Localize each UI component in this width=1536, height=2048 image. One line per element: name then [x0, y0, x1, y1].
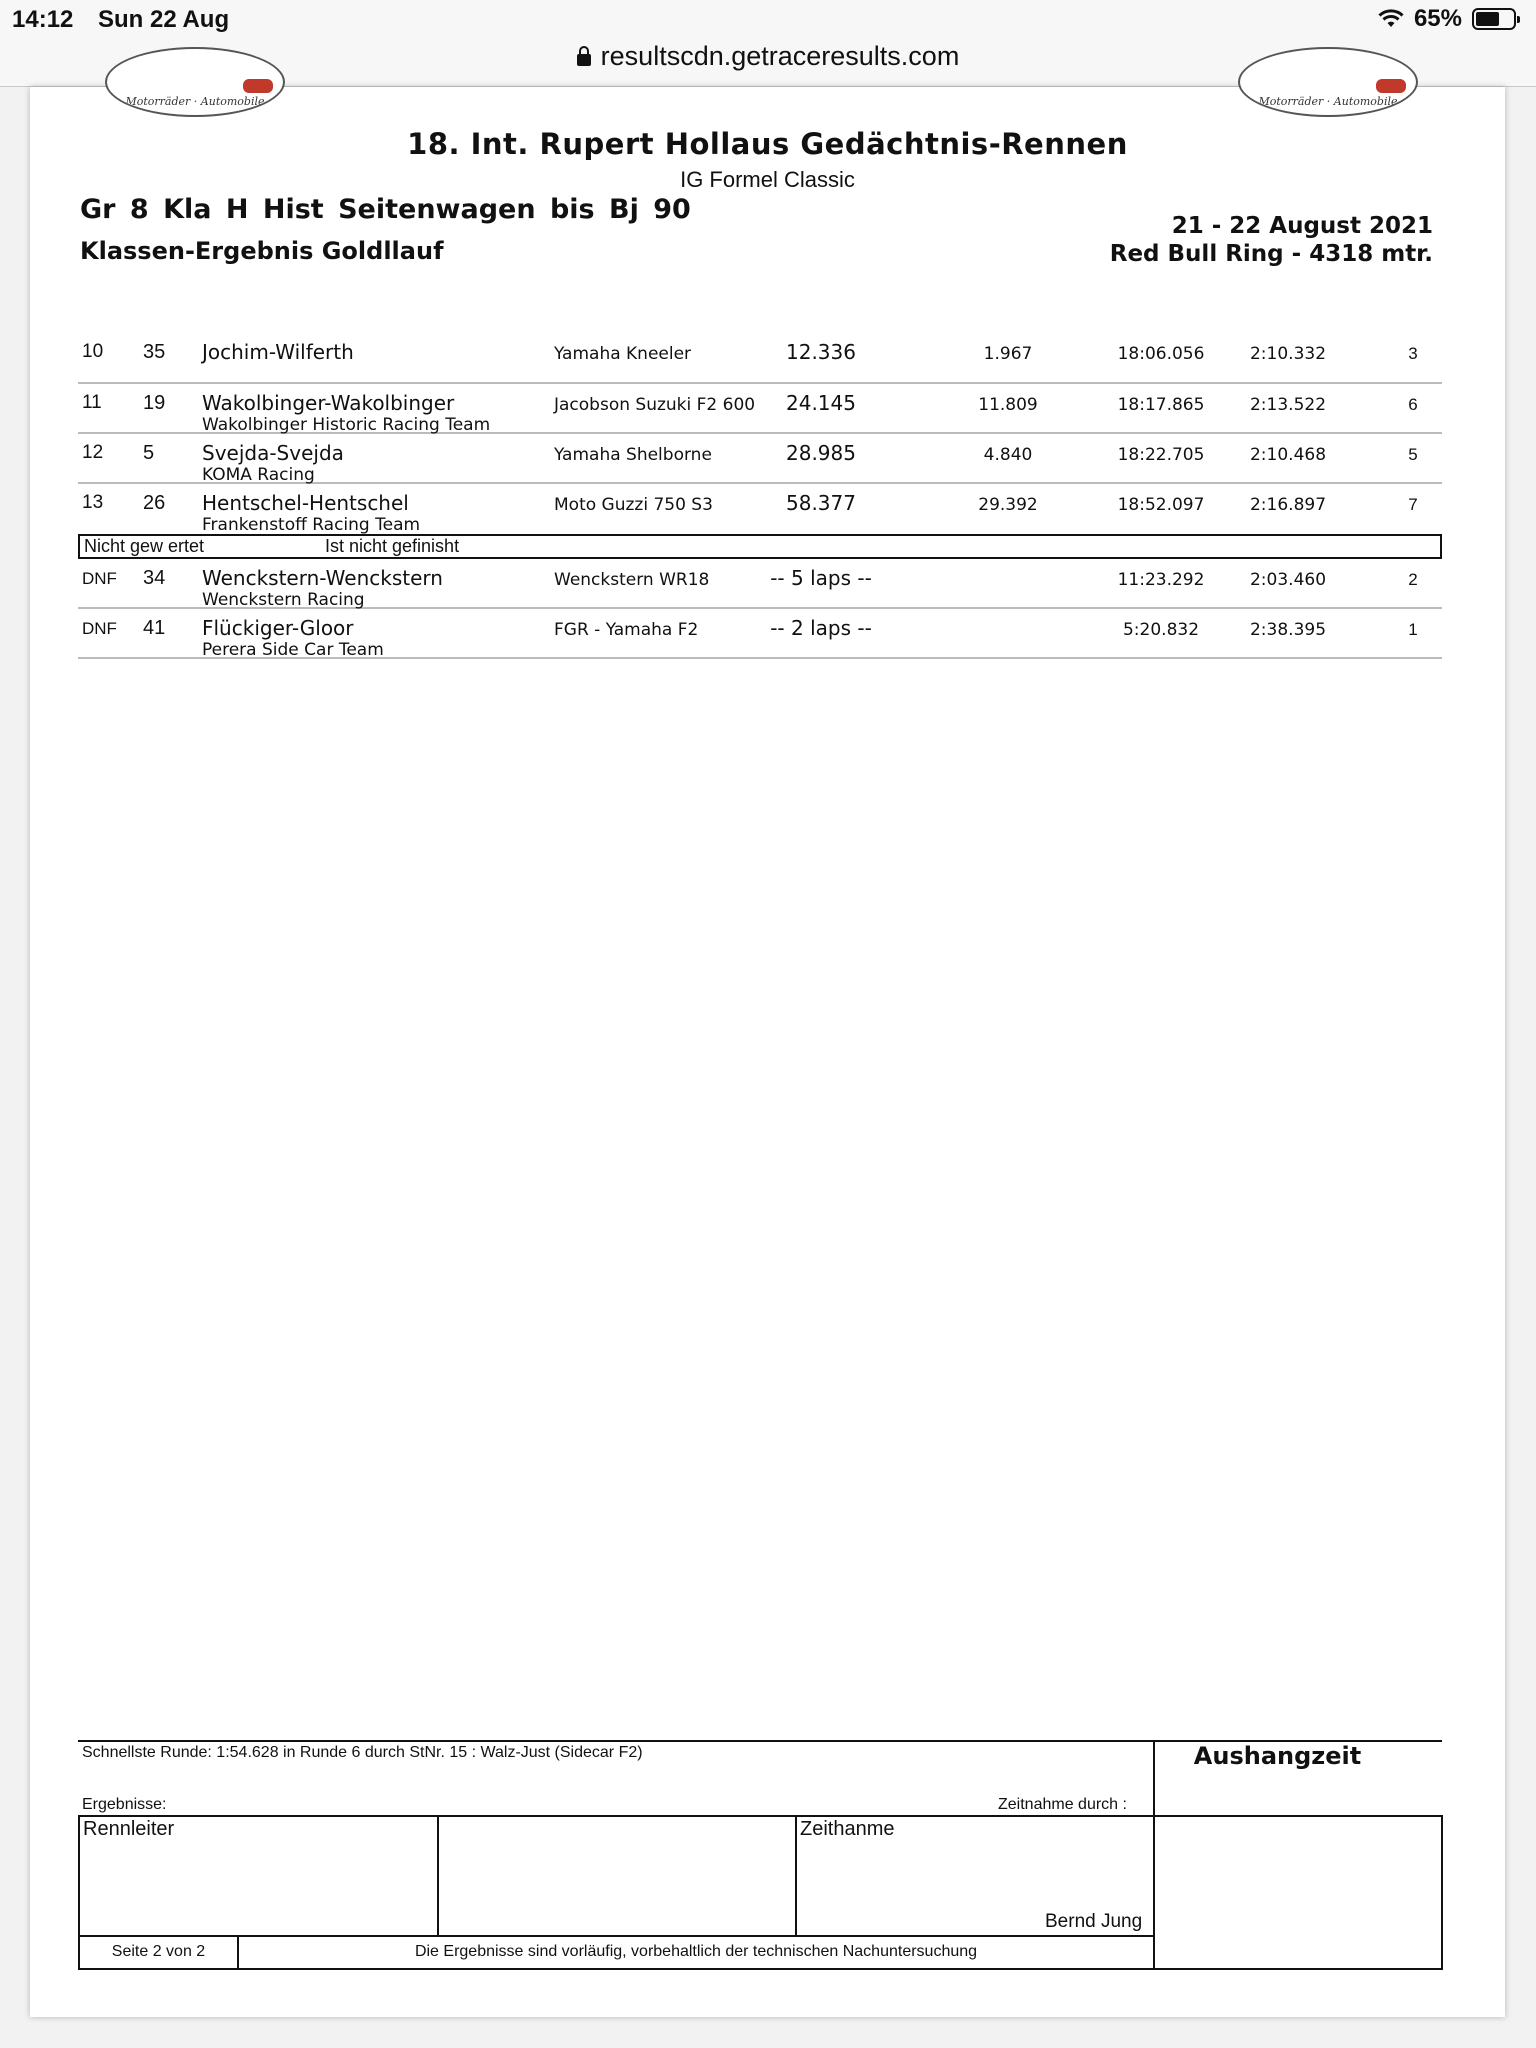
diff: 11.809 — [978, 395, 1038, 415]
best-lap: 2:03.460 — [1249, 570, 1327, 590]
vehicle: Yamaha Kneeler — [554, 344, 692, 364]
status-time: 14:12 — [12, 6, 74, 33]
driver-name: Jochim-Wilferth — [202, 340, 354, 364]
start-number: 19 — [143, 392, 166, 414]
start-number: 5 — [143, 442, 155, 464]
best-lap: 2:10.332 — [1249, 344, 1327, 364]
best-lap: 2:16.897 — [1249, 495, 1327, 515]
total-time: 18:52.097 — [1117, 495, 1205, 515]
battery-icon — [1472, 8, 1516, 30]
class-heading: Gr 8 Kla H Hist Seitenwagen bis Bj 90 — [80, 194, 691, 225]
results-table — [78, 333, 1442, 659]
table-row — [78, 559, 1442, 609]
best-lap: 2:38.395 — [1249, 620, 1327, 640]
position: 11 — [82, 392, 102, 413]
not-classified-reason: Ist nicht gefinisht — [325, 536, 460, 556]
start-number: 34 — [143, 567, 166, 589]
table-row — [78, 434, 1442, 484]
team-name: Perera Side Car Team — [202, 640, 384, 660]
vehicle: Yamaha Shelborne — [554, 445, 712, 465]
gap: -- 5 laps -- — [770, 566, 872, 590]
aushangzeit-label: Aushangzeit — [1193, 1742, 1362, 1770]
diff: 1.967 — [983, 344, 1033, 364]
event-date: 21 - 22 August 2021 — [1171, 213, 1433, 239]
vehicle: Moto Guzzi 750 S3 — [554, 495, 713, 515]
table-row — [78, 609, 1442, 659]
timekeeper-name: Bernd Jung — [1045, 1911, 1143, 1932]
not-classified-header — [78, 534, 1442, 559]
best-lap-number: 5 — [1408, 445, 1418, 464]
gap: 24.145 — [786, 391, 856, 415]
status-date: Sun 22 Aug — [98, 6, 230, 33]
team-name: Wenckstern Racing — [202, 590, 365, 610]
driver-name: Wenckstern-Wenckstern — [202, 566, 443, 590]
rennleiter-label: Rennleiter — [83, 1818, 175, 1840]
position: 13 — [82, 492, 104, 513]
gap: 28.985 — [786, 441, 856, 465]
total-time: 18:17.865 — [1117, 395, 1205, 415]
vehicle: Wenckstern WR18 — [554, 570, 710, 590]
position: 12 — [82, 442, 104, 463]
vehicle: FGR - Yamaha F2 — [554, 620, 699, 640]
position: 10 — [82, 341, 104, 362]
event-subtitle: IG Formel Classic — [680, 167, 855, 192]
position: DNF — [82, 619, 117, 638]
event-title: 18. Int. Rupert Hollaus Gedächtnis-Rennen — [407, 127, 1128, 161]
driver-name: Svejda-Svejda — [202, 441, 344, 465]
gap: -- 2 laps -- — [770, 616, 872, 640]
not-classified-label: Nicht gew ertet — [84, 536, 205, 556]
url-text[interactable]: resultscdn.getraceresults.com — [600, 41, 960, 71]
zeitnahme-label: Zeitnahme durch : — [998, 1796, 1127, 1813]
best-lap-number: 6 — [1408, 395, 1418, 414]
total-time: 11:23.292 — [1117, 570, 1205, 590]
gap: 12.336 — [786, 340, 856, 364]
signature-box — [78, 1815, 1443, 1970]
best-lap-number: 1 — [1408, 620, 1418, 639]
status-bar — [0, 0, 1536, 40]
total-time: 18:22.705 — [1117, 445, 1205, 465]
diff: 29.392 — [978, 495, 1038, 515]
table-row — [78, 484, 1442, 534]
organizer-logo-left: Motorräder · Automobile — [105, 47, 285, 117]
table-row — [78, 384, 1442, 434]
diff: 4.840 — [983, 445, 1033, 465]
ergebnisse-label: Ergebnisse: — [82, 1796, 167, 1813]
results-document — [30, 87, 1505, 2017]
disclaimer: Die Ergebnisse sind vorläufig, vorbehaltlich der technischen Nachuntersuchung — [414, 1943, 978, 1960]
battery-percent: 65% — [1413, 5, 1462, 32]
total-time: 5:20.832 — [1122, 620, 1200, 640]
event-info — [1110, 212, 1433, 268]
start-number: 41 — [143, 617, 166, 639]
organizer-logo-right: Motorräder · Automobile — [1238, 47, 1418, 117]
zeithanme-label: Zeithanme — [800, 1818, 895, 1840]
fastest-lap-note: Schnellste Runde: 1:54.628 in Runde 6 durch StNr. 15 : Walz-Just (Sidecar F2) — [82, 1744, 643, 1761]
best-lap-number: 3 — [1408, 344, 1418, 363]
best-lap: 2:10.468 — [1249, 445, 1327, 465]
team-name: KOMA Racing — [202, 465, 315, 485]
position: DNF — [82, 569, 117, 588]
team-name: Frankenstoff Racing Team — [202, 515, 421, 535]
driver-name: Wakolbinger-Wakolbinger — [202, 391, 455, 415]
start-number: 26 — [143, 492, 166, 514]
start-number: 35 — [143, 341, 166, 363]
best-lap: 2:13.522 — [1249, 395, 1327, 415]
driver-name: Hentschel-Hentschel — [202, 491, 409, 515]
lock-icon — [577, 54, 591, 66]
event-track: Red Bull Ring - 4318 mtr. — [1109, 241, 1433, 267]
page-number: Seite 2 von 2 — [111, 1943, 206, 1960]
best-lap-number: 2 — [1408, 570, 1418, 589]
team-name: Wakolbinger Historic Racing Team — [202, 415, 491, 435]
session-heading: Klassen-Ergebnis Goldllauf — [80, 237, 444, 265]
total-time: 18:06.056 — [1117, 344, 1205, 364]
vehicle: Jacobson Suzuki F2 600 — [554, 395, 756, 415]
table-row — [78, 333, 1442, 384]
wifi-icon — [1378, 9, 1404, 29]
gap: 58.377 — [786, 491, 856, 515]
best-lap-number: 7 — [1408, 495, 1418, 514]
driver-name: Flückiger-Gloor — [202, 616, 354, 640]
